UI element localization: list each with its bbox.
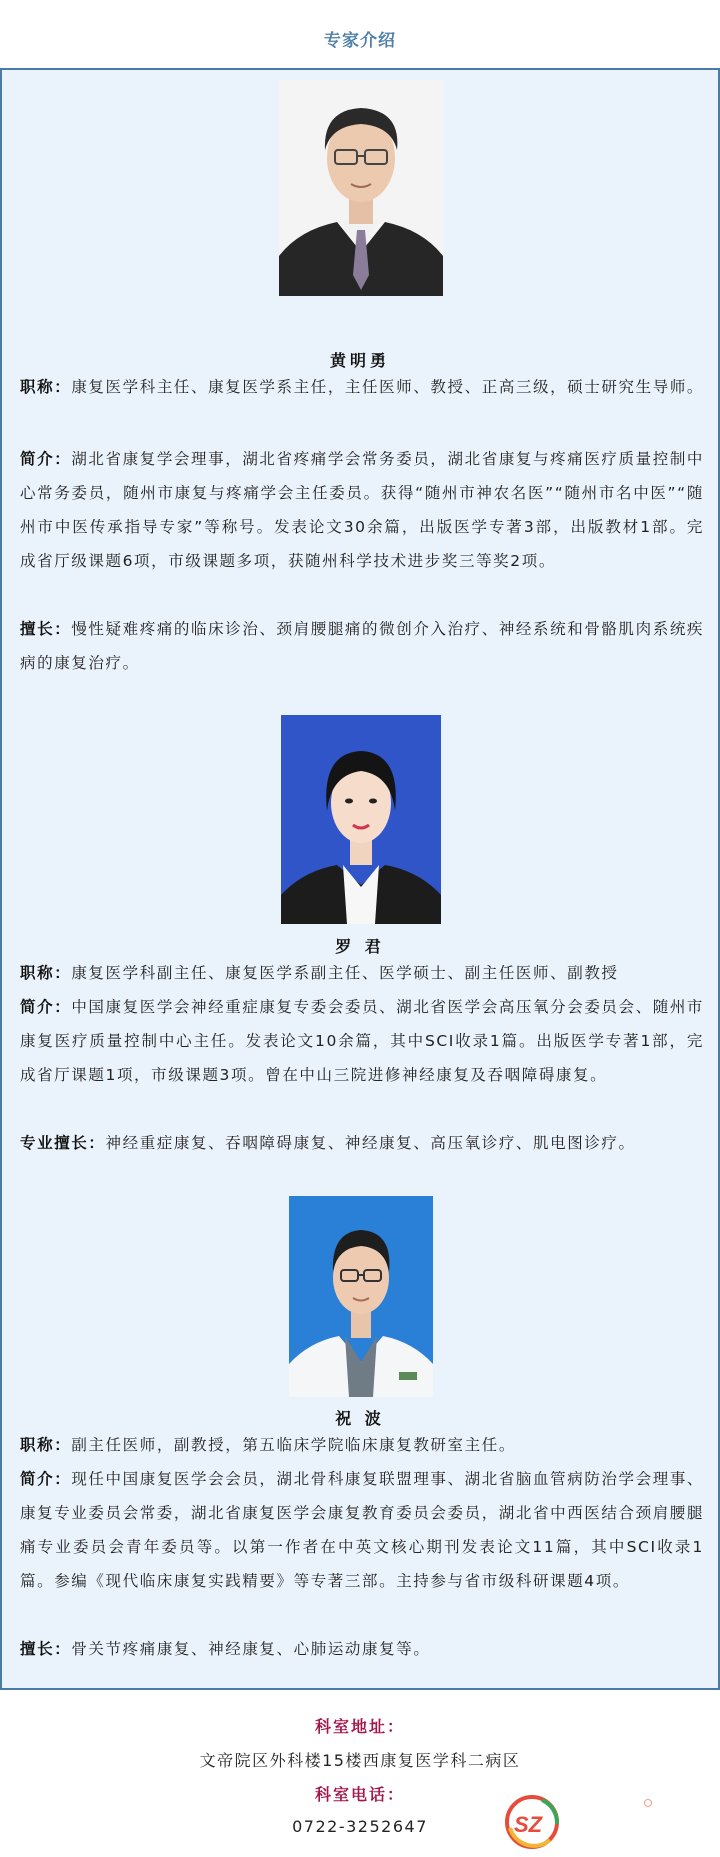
phone-text: 0722-3252647 — [292, 1817, 428, 1836]
expert-title-para — [20, 1428, 704, 1462]
title-text: 副主任医师，副教授，第五临床学院临床康复教研室主任。 — [71, 1436, 516, 1454]
title-label: 职称： — [20, 964, 72, 982]
expert-intro-para — [20, 1462, 704, 1598]
intro-label: 简介： — [20, 1470, 72, 1488]
intro-text: 现任中国康复医学会会员，湖北骨科康复联盟理事、湖北省脑血管病防治学会理事、康复专业委员会常委，湖北省康复医学会康复教育委员会委员，湖北省中西医结合颈肩腰腿痛专业委员会青年委员等。以第一作者在中英文核心期刊发表论文11篇，其中SCI收录1篇。参编《现代临床康复实践精要》等专著三部。主持参与省市级科研课题4项。 — [20, 1470, 705, 1590]
expert-name: 祝 波 — [335, 1409, 385, 1428]
title-text: 康复医学科主任、康复医学系主任，主任医师、教授、正高三级，硕士研究生导师。 — [71, 378, 705, 396]
skill-text: 骨关节疼痛康复、神经康复、心肺运动康复等。 — [71, 1640, 431, 1658]
expert-intro-para — [20, 990, 704, 1092]
phone-label: 科室电话： — [314, 1785, 405, 1804]
title-label: 职称： — [20, 378, 72, 396]
intro-text: 湖北省康复学会理事，湖北省疼痛学会常务委员，湖北省康复与疼痛医疗质量控制中心常务委员，随州市康复与疼痛学会主任委员。获得“随州市神农名医”“随州市名中医”“随州市中医传承指导专家”等称号。发表论文30余篇，出版医学专著3部，出版教材1部。完成省厅级课题6项，市级课题多项，获随州科学技术进步奖三等奖2项。 — [20, 450, 705, 570]
skill-text: 神经重症康复、吞咽障碍康复、神经康复、高压氧诊疗、肌电图诊疗。 — [105, 1134, 636, 1152]
skill-text: 慢性疑难疼痛的临床诊治、颈肩腰腿痛的微创介入治疗、神经系统和骨骼肌肉系统疾病的康复治疗。 — [20, 620, 705, 672]
decorative-dot — [644, 1799, 652, 1807]
expert-title-para — [20, 370, 704, 404]
skill-label: 擅长： — [20, 1640, 72, 1658]
expert-name: 黄明勇 — [329, 351, 390, 370]
expert-skill-para — [20, 1632, 704, 1666]
intro-label: 简介： — [20, 450, 72, 468]
address-label: 科室地址： — [314, 1717, 405, 1736]
title-text: 康复医学科副主任、康复医学系副主任、医学硕士、副主任医师、副教授 — [71, 964, 619, 982]
page-title: 专家介绍 — [324, 31, 396, 51]
expert-panel — [0, 68, 720, 1690]
intro-text: 中国康复医学会神经重症康复专委会委员、湖北省医学会高压氧分会委员会、随州市康复医疗质量控制中心主任。发表论文10余篇，其中SCI收录1篇。出版医学专著1部，完成省厅课题1项，市级课题3项。曾在中山三院进修神经康复及吞咽障碍康复。 — [20, 998, 705, 1084]
intro-label: 简介： — [20, 998, 72, 1016]
expert-name: 罗 君 — [335, 937, 385, 956]
expert-intro-para — [20, 442, 704, 578]
sz-logo-icon — [502, 1794, 562, 1850]
address-text: 文帝院区外科楼15楼西康复医学科二病区 — [199, 1751, 521, 1770]
expert-skill-para — [20, 1126, 704, 1160]
expert-title-para — [20, 956, 704, 990]
skill-label: 擅长： — [20, 620, 72, 638]
expert-photo-zhu — [289, 1196, 433, 1397]
expert-photo-luo — [281, 715, 441, 924]
expert-skill-para — [20, 612, 704, 680]
svg-text:SZ: SZ — [514, 1812, 543, 1837]
title-label: 职称： — [20, 1436, 72, 1454]
skill-label: 专业擅长： — [20, 1134, 106, 1152]
expert-photo-huang — [279, 80, 443, 296]
